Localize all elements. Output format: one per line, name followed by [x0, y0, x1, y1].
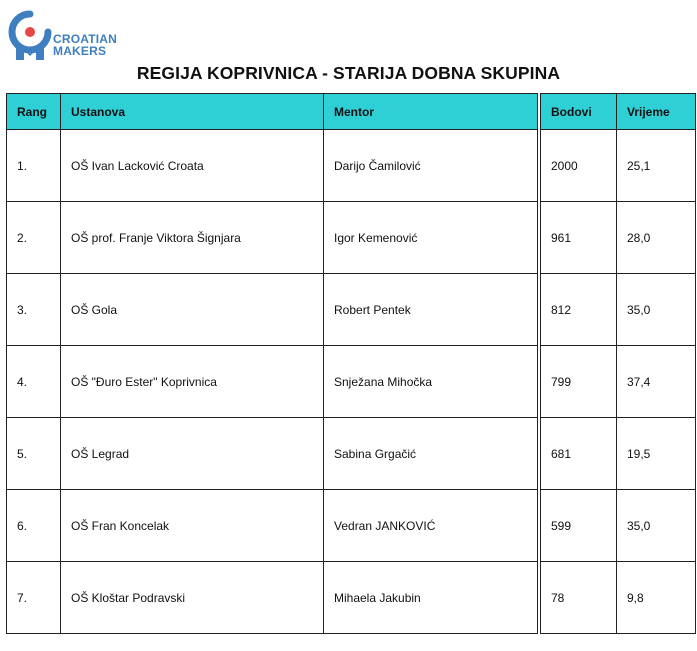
cell-rang: 1.: [7, 130, 61, 202]
table-row: [7, 130, 538, 202]
cell-bodovi: 599: [541, 490, 617, 562]
table-row: [541, 274, 696, 346]
croatian-makers-logo: [8, 10, 138, 62]
cell-vrijeme: 19,5: [617, 418, 696, 490]
cell-vrijeme: 37,4: [617, 346, 696, 418]
header-row: [541, 94, 696, 130]
table-row: [541, 130, 696, 202]
results-table-main: [6, 93, 538, 634]
table-row: [7, 274, 538, 346]
logo-text: [53, 33, 117, 57]
makers-logo-icon: [8, 10, 52, 62]
table-row: [7, 490, 538, 562]
cell-rang: 3.: [7, 274, 61, 346]
cell-mentor: Robert Pentek: [324, 274, 538, 346]
cell-bodovi: 2000: [541, 130, 617, 202]
cell-ustanova: OŠ Gola: [61, 274, 324, 346]
cell-bodovi: 78: [541, 562, 617, 634]
cell-rang: 7.: [7, 562, 61, 634]
header-row: [7, 94, 538, 130]
cell-mentor: Vedran JANKOVIĆ: [324, 490, 538, 562]
cell-vrijeme: 9,8: [617, 562, 696, 634]
table-row: [541, 490, 696, 562]
results-table-scores: [540, 93, 696, 634]
cell-mentor: Sabina Grgačić: [324, 418, 538, 490]
cell-ustanova: OŠ Legrad: [61, 418, 324, 490]
table-row: [7, 562, 538, 634]
table-row: [7, 346, 538, 418]
table-row: [541, 346, 696, 418]
cell-vrijeme: 35,0: [617, 490, 696, 562]
cell-rang: 4.: [7, 346, 61, 418]
header-bodovi: Bodovi: [541, 94, 617, 130]
header-rang: Rang: [7, 94, 61, 130]
cell-rang: 2.: [7, 202, 61, 274]
cell-bodovi: 812: [541, 274, 617, 346]
header-vrijeme: Vrijeme: [617, 94, 696, 130]
cell-rang: 5.: [7, 418, 61, 490]
cell-bodovi: 681: [541, 418, 617, 490]
cell-vrijeme: 28,0: [617, 202, 696, 274]
table-row: [541, 562, 696, 634]
cell-ustanova: OŠ Ivan Lacković Croata: [61, 130, 324, 202]
table-row: [541, 202, 696, 274]
cell-mentor: Mihaela Jakubin: [324, 562, 538, 634]
cell-mentor: Igor Kemenović: [324, 202, 538, 274]
table-row: [541, 418, 696, 490]
logo-line-1: CROATIAN: [53, 32, 118, 46]
cell-ustanova: OŠ prof. Franje Viktora Šignjara: [61, 202, 324, 274]
cell-mentor: Darijo Čamilović: [324, 130, 538, 202]
cell-mentor: Snježana Mihočka: [324, 346, 538, 418]
cell-ustanova: OŠ Fran Koncelak: [61, 490, 324, 562]
results-body-main: [7, 130, 538, 634]
cell-bodovi: 799: [541, 346, 617, 418]
header-mentor: Mentor: [324, 94, 538, 130]
page-title: REGIJA KOPRIVNICA - STARIJA DOBNA SKUPINA: [136, 63, 561, 83]
cell-vrijeme: 25,1: [617, 130, 696, 202]
cell-ustanova: OŠ Kloštar Podravski: [61, 562, 324, 634]
table-row: [7, 202, 538, 274]
cell-ustanova: OŠ "Đuro Ester" Koprivnica: [61, 346, 324, 418]
cell-vrijeme: 35,0: [617, 274, 696, 346]
cell-rang: 6.: [7, 490, 61, 562]
results-body-scores: [541, 130, 696, 634]
cell-bodovi: 961: [541, 202, 617, 274]
header-ustanova: Ustanova: [61, 94, 324, 130]
logo-line-2: MAKERS: [53, 44, 107, 58]
table-row: [7, 418, 538, 490]
